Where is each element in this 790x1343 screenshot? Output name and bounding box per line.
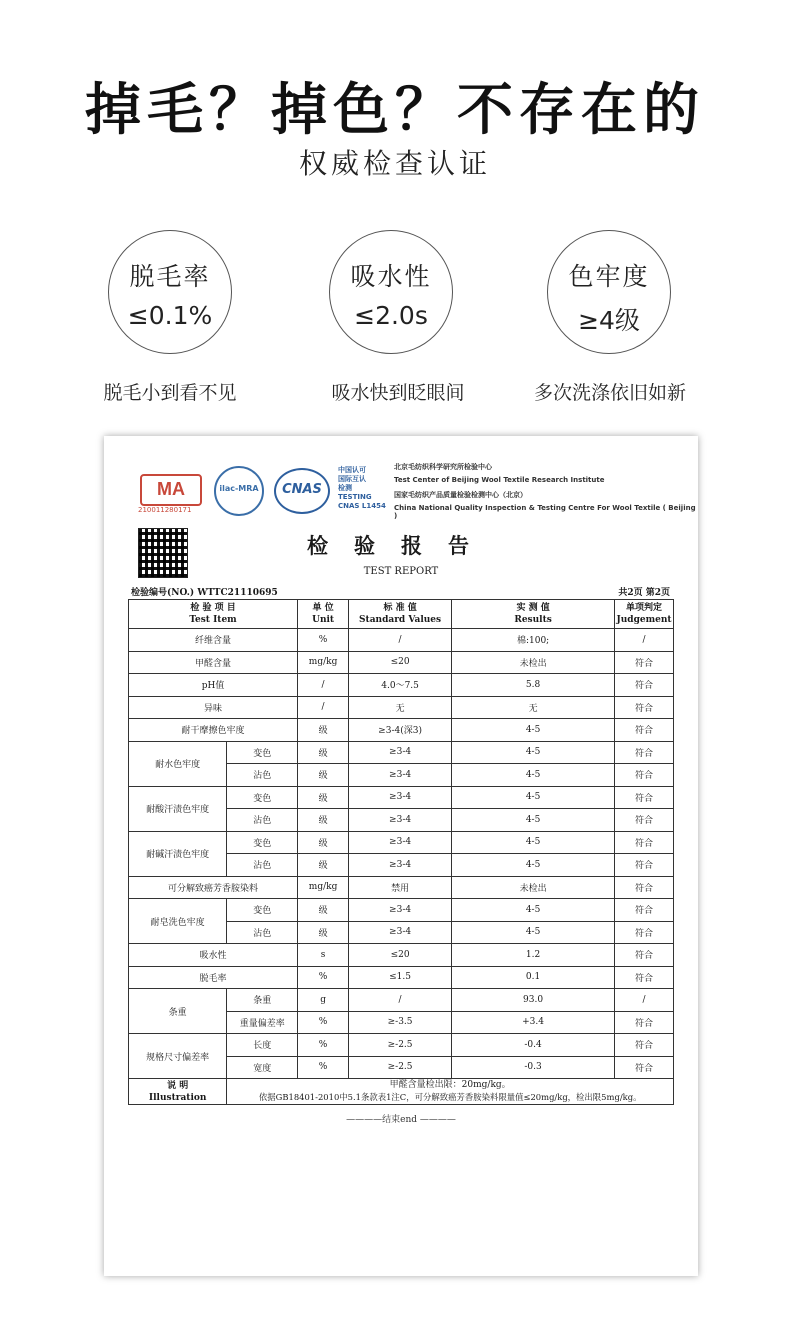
cnas-accreditation-text [338, 466, 386, 511]
cell-unit: % [298, 966, 349, 989]
cell-judgement: 符合 [615, 944, 674, 967]
cell-unit: g [298, 989, 349, 1012]
cell-result: 4-5 [452, 741, 615, 764]
cell-unit: / [298, 674, 349, 697]
table-row [129, 651, 674, 674]
cell-item: 脱毛率 [129, 966, 298, 989]
table-row [129, 696, 674, 719]
cnas-logo-text: CNAS [282, 482, 322, 497]
cell-judgement: 符合 [615, 696, 674, 719]
cell-result: 4-5 [452, 786, 615, 809]
cnas-line: 中国认可 [338, 466, 366, 474]
cell-result: +3.4 [452, 1011, 615, 1034]
feature-name: 脱毛率 [129, 262, 211, 291]
cnas-line: 检测 [338, 484, 352, 492]
cell-judgement: 符合 [615, 764, 674, 787]
feature-value: ≤2.0s [354, 301, 428, 330]
table-row [129, 719, 674, 742]
header-en: Judgement [616, 615, 672, 625]
cell-subitem: 沾色 [227, 809, 298, 832]
cell-subitem: 变色 [227, 741, 298, 764]
cell-item: 可分解致癌芳香胺染料 [129, 876, 298, 899]
cell-judgement: 符合 [615, 854, 674, 877]
cell-result: 4-5 [452, 899, 615, 922]
cell-judgement: 符合 [615, 921, 674, 944]
note-line: 依据GB18401-2010中5.1条款表1注C，可分解致癌芳香胺染料限量值≤20mg/kg，检出限5mg/kg。 [258, 1092, 642, 1102]
cell-result: 4-5 [452, 719, 615, 742]
header-results [452, 600, 615, 629]
headline: 掉毛？掉色？不存在的 [85, 78, 705, 143]
cell-standard: ≥3-4 [349, 854, 452, 877]
cell-judgement: / [615, 989, 674, 1012]
report-title: 检验报告 [307, 533, 495, 558]
cell-result: 0.1 [452, 966, 615, 989]
cell-result: 棉:100; [452, 629, 615, 652]
institute-line: 国家毛纺织产品质量检验检测中心（北京） [394, 491, 527, 499]
cell-group: 耐水色牢度 [129, 741, 227, 786]
institute-line: Test Center of Beijing Wool Textile Research Institute [394, 476, 605, 484]
cell-judgement: / [615, 629, 674, 652]
cnas-line: 国际互认 [338, 475, 366, 483]
table-row [129, 944, 674, 967]
feature-value: ≤0.1% [127, 301, 213, 330]
report-title-en: TEST REPORT [363, 566, 439, 577]
header-en: Results [514, 615, 552, 625]
table-row [129, 741, 674, 764]
cell-standard: ≥-2.5 [349, 1056, 452, 1079]
cell-result: 4-5 [452, 764, 615, 787]
cell-result: 4-5 [452, 831, 615, 854]
table-row [129, 629, 674, 652]
table-header-row [129, 600, 674, 629]
cell-unit: 级 [298, 741, 349, 764]
cell-item: 纤维含量 [129, 629, 298, 652]
header-cn: 单 位 [312, 603, 334, 613]
report-page: 共2页 第2页 [618, 588, 670, 598]
cell-unit: % [298, 1011, 349, 1034]
cell-unit: % [298, 1034, 349, 1057]
cell-judgement: 符合 [615, 1011, 674, 1034]
end-mark: ————结束end ———— [346, 1115, 456, 1125]
cell-standard: ≤20 [349, 651, 452, 674]
cell-judgement: 符合 [615, 899, 674, 922]
cell-standard: ≥3-4 [349, 764, 452, 787]
cell-unit: % [298, 629, 349, 652]
cell-subitem: 沾色 [227, 854, 298, 877]
cell-subitem: 重量偏差率 [227, 1011, 298, 1034]
cell-subitem: 变色 [227, 899, 298, 922]
cell-group: 耐碱汗渍色牢度 [129, 831, 227, 876]
cell-result: -0.3 [452, 1056, 615, 1079]
cell-judgement: 符合 [615, 786, 674, 809]
cell-standard: ≥3-4 [349, 786, 452, 809]
header-en: Unit [312, 615, 335, 625]
cell-result: 1.2 [452, 944, 615, 967]
cell-result: 未检出 [452, 651, 615, 674]
cell-result: 4-5 [452, 854, 615, 877]
cell-subitem: 宽度 [227, 1056, 298, 1079]
cell-standard: / [349, 629, 452, 652]
ilac-mra-logo [214, 466, 264, 516]
cell-judgement: 符合 [615, 674, 674, 697]
table-row [129, 989, 674, 1012]
cell-group: 规格尺寸偏差率 [129, 1034, 227, 1079]
cell-standard: ≥3-4 [349, 741, 452, 764]
feature-circle-shedding [108, 230, 232, 354]
cell-standard: ≥3-4(深3) [349, 719, 452, 742]
cell-group: 条重 [129, 989, 227, 1034]
header-cn: 标 准 值 [383, 603, 417, 613]
table-row [129, 831, 674, 854]
table-row [129, 899, 674, 922]
table-row [129, 674, 674, 697]
notes-row [129, 1079, 674, 1105]
notes-label-en: Illustration [148, 1092, 207, 1103]
cell-result: 无 [452, 696, 615, 719]
cma-number: 210011280171 [138, 506, 192, 514]
cell-unit: 级 [298, 786, 349, 809]
cell-unit: / [298, 696, 349, 719]
table-row [129, 876, 674, 899]
cell-unit: 级 [298, 854, 349, 877]
cell-standard: ≤1.5 [349, 966, 452, 989]
cell-subitem: 条重 [227, 989, 298, 1012]
cell-standard: ≥3-4 [349, 831, 452, 854]
cell-item: 吸水性 [129, 944, 298, 967]
note-line: 甲醛含量检出限：20mg/kg。 [389, 1080, 511, 1090]
header-item [129, 600, 298, 629]
cell-standard: 禁用 [349, 876, 452, 899]
table-row [129, 966, 674, 989]
cell-unit: 级 [298, 899, 349, 922]
cell-item: 甲醛含量 [129, 651, 298, 674]
cell-subitem: 沾色 [227, 921, 298, 944]
cnas-logo [274, 468, 330, 514]
cell-standard: ≥3-4 [349, 809, 452, 832]
header-standard [349, 600, 452, 629]
institute-line: China National Quality Inspection & Testing Centre For Wool Textile ( Beijing ) [394, 504, 696, 520]
cnas-line: CNAS L1454 [338, 502, 386, 510]
report-number: 检验编号(NO.) WTTC21110695 [131, 588, 278, 598]
cell-unit: 级 [298, 764, 349, 787]
notes-content [227, 1079, 674, 1105]
cell-unit: % [298, 1056, 349, 1079]
ilac-logo-text: ilac-MRA [219, 484, 259, 493]
cell-standard: ≥3-4 [349, 921, 452, 944]
cell-group: 耐皂洗色牢度 [129, 899, 227, 944]
cell-judgement: 符合 [615, 809, 674, 832]
cell-unit: mg/kg [298, 876, 349, 899]
cell-item: pH值 [129, 674, 298, 697]
cell-unit: 级 [298, 809, 349, 832]
feature-caption: 吸水快到眨眼间 [331, 382, 465, 404]
notes-label [129, 1079, 227, 1105]
feature-caption: 脱毛小到看不见 [103, 382, 237, 404]
cell-item: 异味 [129, 696, 298, 719]
table-row [129, 786, 674, 809]
cell-unit: 级 [298, 831, 349, 854]
feature-value: ≥4级 [578, 306, 640, 335]
cell-result: 未检出 [452, 876, 615, 899]
results-body [129, 629, 674, 1079]
cell-subitem: 变色 [227, 831, 298, 854]
cell-judgement: 符合 [615, 651, 674, 674]
cell-judgement: 符合 [615, 1056, 674, 1079]
feature-circle-absorbency [329, 230, 453, 354]
feature-name: 吸水性 [350, 262, 432, 291]
cell-judgement: 符合 [615, 876, 674, 899]
header-judgement [615, 600, 674, 629]
cell-result: 5.8 [452, 674, 615, 697]
header-en: Test Item [189, 615, 237, 625]
cell-subitem: 变色 [227, 786, 298, 809]
test-report-document [104, 436, 698, 1276]
cell-unit: s [298, 944, 349, 967]
cell-judgement: 符合 [615, 719, 674, 742]
cell-unit: 级 [298, 921, 349, 944]
cell-standard: ≥3-4 [349, 899, 452, 922]
cell-item: 耐干摩擦色牢度 [129, 719, 298, 742]
feature-caption: 多次洗涤依旧如新 [533, 382, 686, 404]
header-cn: 检 验 项 目 [190, 603, 236, 613]
cell-judgement: 符合 [615, 741, 674, 764]
cell-judgement: 符合 [615, 1034, 674, 1057]
cma-logo: MA [140, 474, 202, 506]
cell-subitem: 沾色 [227, 764, 298, 787]
header-unit [298, 600, 349, 629]
header-cn: 实 测 值 [516, 603, 550, 613]
institute-line: 北京毛纺织科学研究所检验中心 [394, 463, 492, 471]
cell-standard: / [349, 989, 452, 1012]
cell-unit: mg/kg [298, 651, 349, 674]
cell-group: 耐酸汗渍色牢度 [129, 786, 227, 831]
cell-standard: ≥-3.5 [349, 1011, 452, 1034]
header-cn: 单项判定 [626, 603, 663, 613]
feature-circle-colorfastness [547, 230, 671, 354]
results-table [128, 599, 674, 1105]
table-row [129, 1034, 674, 1057]
cell-result: 4-5 [452, 809, 615, 832]
subheadline: 权威检查认证 [298, 147, 491, 180]
cell-result: -0.4 [452, 1034, 615, 1057]
header-en: Standard Values [359, 615, 442, 625]
cell-standard: 无 [349, 696, 452, 719]
cell-standard: ≤20 [349, 944, 452, 967]
cell-result: 93.0 [452, 989, 615, 1012]
cnas-line: TESTING [338, 493, 372, 501]
cell-result: 4-5 [452, 921, 615, 944]
cell-standard: ≥-2.5 [349, 1034, 452, 1057]
cell-judgement: 符合 [615, 966, 674, 989]
notes-label-cn: 说 明 [167, 1080, 189, 1091]
cell-standard: 4.0～7.5 [349, 674, 452, 697]
cell-judgement: 符合 [615, 831, 674, 854]
cell-unit: 级 [298, 719, 349, 742]
feature-name: 色牢度 [568, 262, 650, 291]
cell-subitem: 长度 [227, 1034, 298, 1057]
